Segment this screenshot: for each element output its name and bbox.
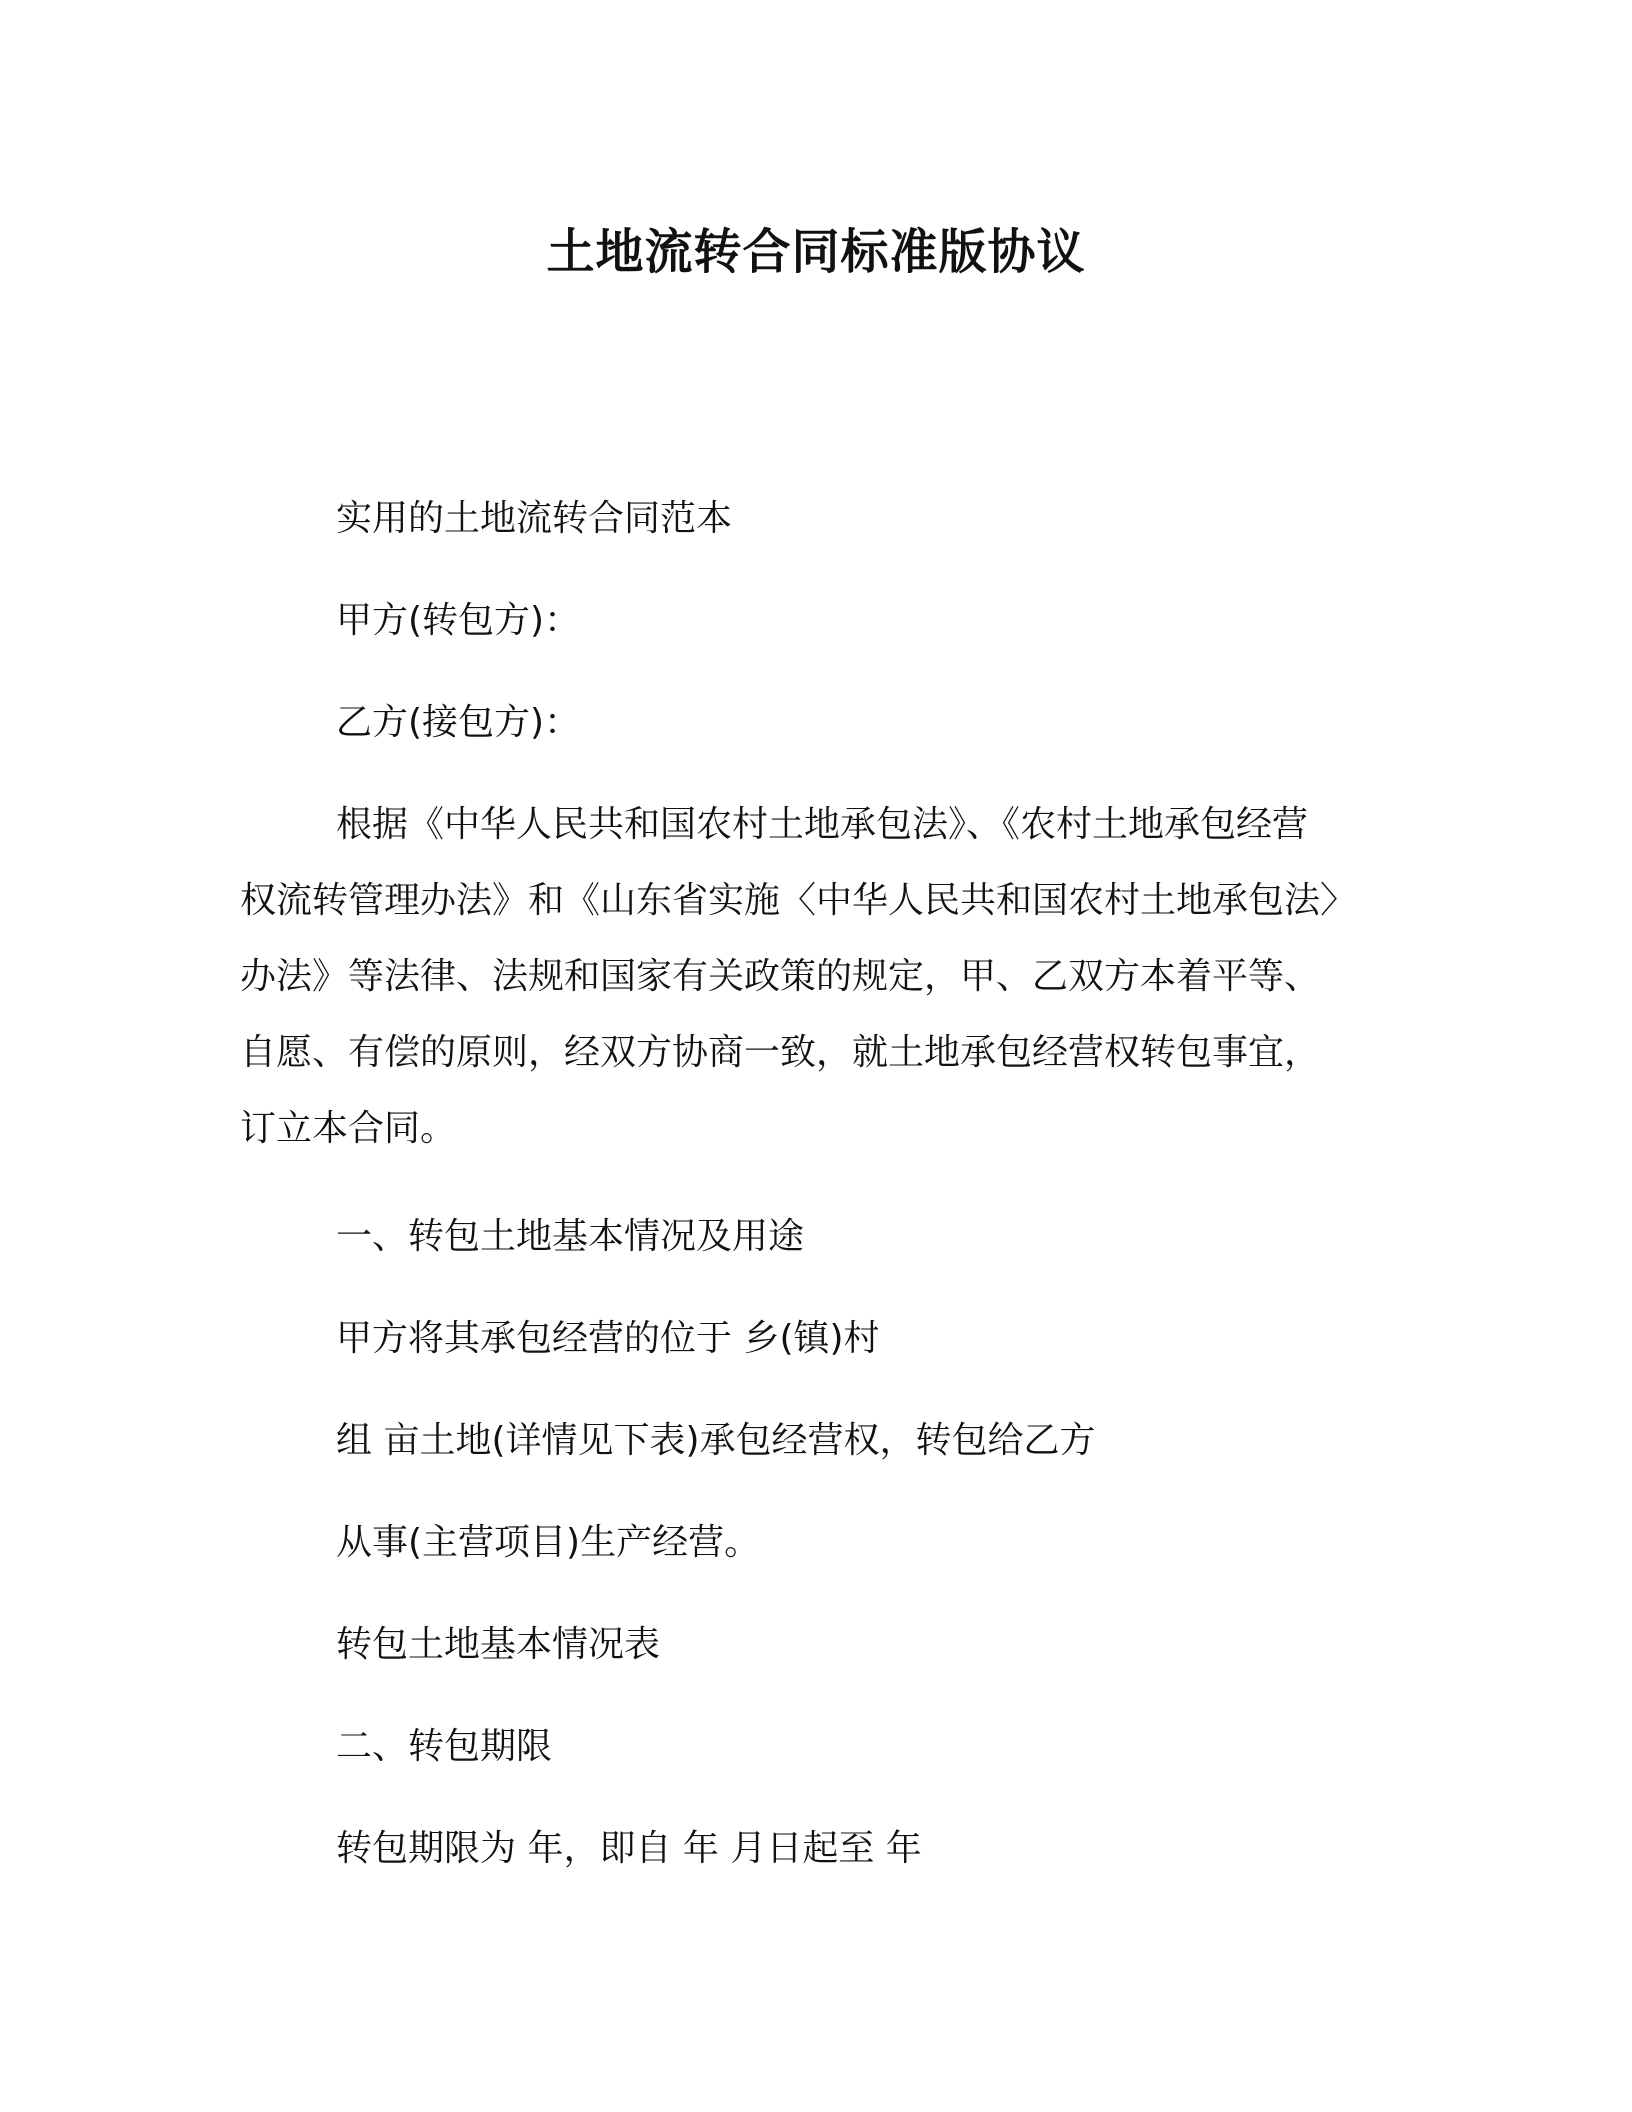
- section-1-table-title: 转包土地基本情况表: [336, 1624, 661, 1665]
- section-1-line-3: 从事(主营项目)生产经营。: [336, 1522, 761, 1563]
- preamble-line-1: 根据《中华人民共和国农村土地承包法》、《农村土地承包经营: [336, 804, 1309, 845]
- preamble-line-2: 权流转管理办法》和《山东省实施〈中华人民共和国农村土地承包法〉: [240, 880, 1357, 921]
- party-a-label: 甲方(转包方)：: [336, 600, 581, 641]
- section-2-line-1: 转包期限为 年，即自 年 月日起至 年: [336, 1828, 922, 1869]
- preamble-line-3: 办法》等法律、法规和国家有关政策的规定，甲、乙双方本着平等、: [240, 956, 1321, 997]
- document-title: 土地流转合同标准版协议: [546, 224, 1086, 280]
- section-1-heading: 一、转包土地基本情况及用途: [336, 1216, 805, 1257]
- section-1-line-1: 甲方将其承包经营的位于 乡(镇)村: [336, 1318, 880, 1359]
- party-b-label: 乙方(接包方)：: [336, 702, 581, 743]
- subtitle: 实用的土地流转合同范本: [336, 498, 733, 539]
- section-2-heading: 二、转包期限: [336, 1726, 553, 1767]
- preamble-line-5: 订立本合同。: [240, 1108, 457, 1149]
- preamble-line-4: 自愿、有偿的原则，经双方协商一致，就土地承包经营权转包事宜，: [240, 1032, 1321, 1073]
- section-1-line-2: 组 亩土地(详情见下表)承包经营权，转包给乙方: [336, 1420, 1096, 1461]
